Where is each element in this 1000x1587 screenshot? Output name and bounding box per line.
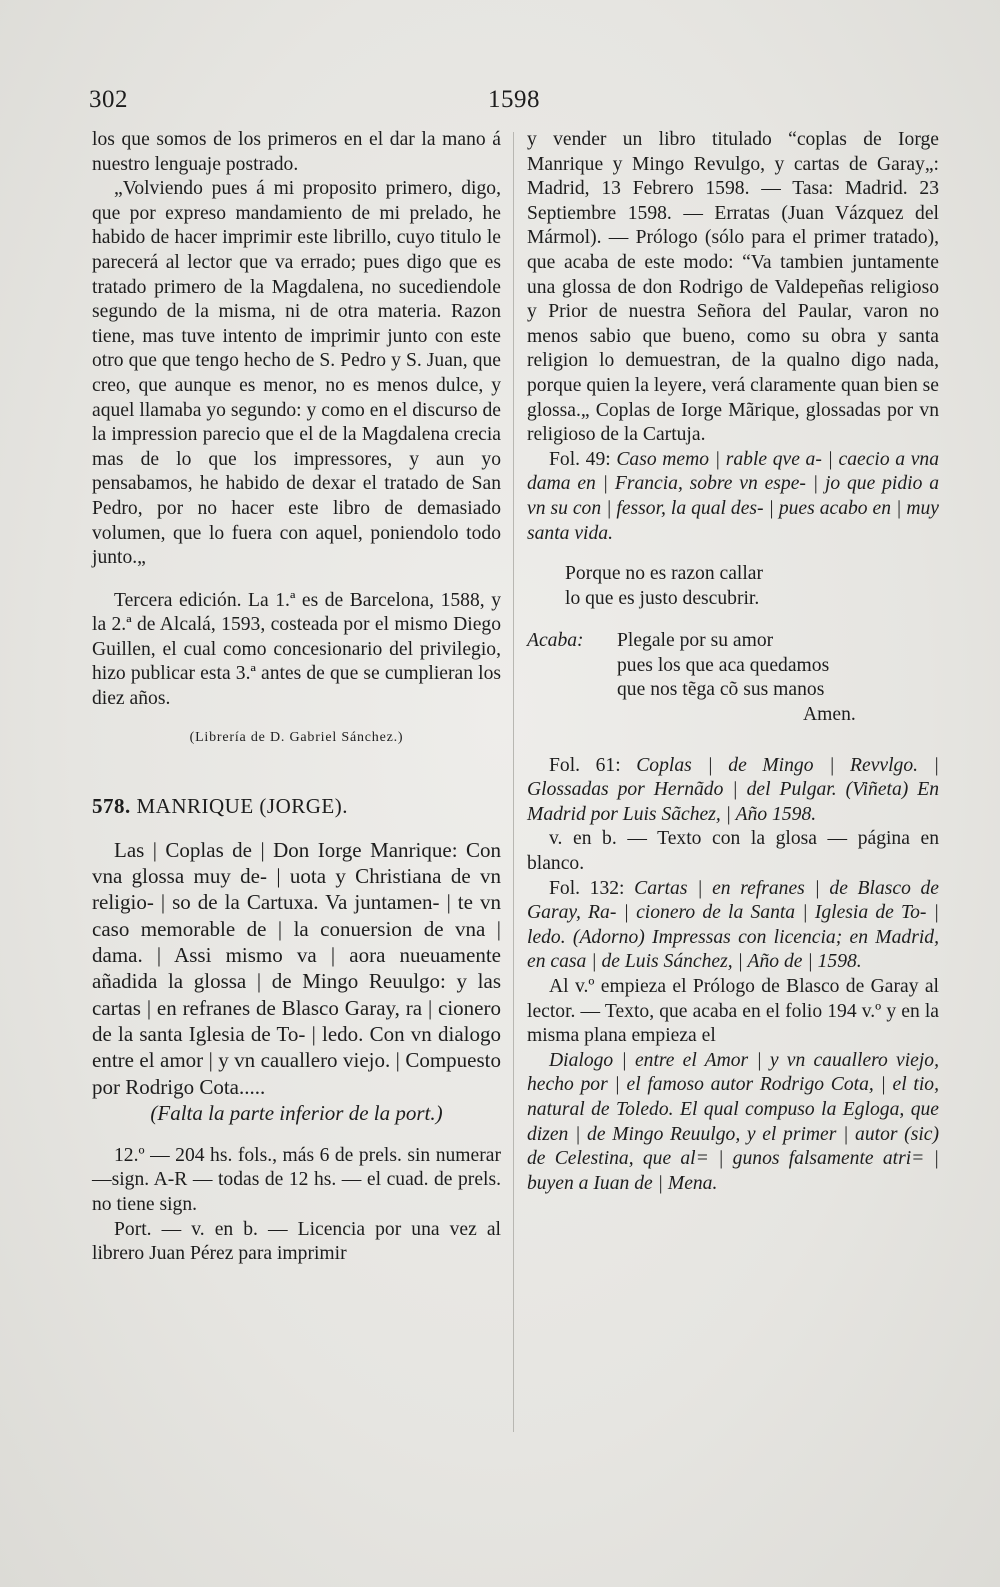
verse-line: Porque no es razon callar xyxy=(565,563,764,585)
amen-line: Amen. xyxy=(803,704,856,726)
fol-49-text: Caso memo | rable qve a- | caecio a vna dama en | Francia, sobre vn espe- | jo que pidio a vn su con | fessor, la qual des- | pues acabo en | muy santa vida. xyxy=(527,448,939,544)
missing-part-note: (Falta la parte inferior de la port.) xyxy=(150,1100,443,1125)
fol-132-text: Cartas | en refranes | de Blasco de Garay, Ra- | cionero de la Santa | Iglesia de To- | ledo. (Adorno) Impressas con licencia; en Madrid, en casa | de Luis Sánchez, | Año de | 1598. xyxy=(527,877,939,973)
page-number: 302 xyxy=(89,86,128,113)
paragraph-license-continuation: y vender un libro titulado “coplas de Iorge Manrique y Mingo Revulgo, y cartas de Garay„: Madrid, 13 Febrero 1598. — Tasa: Madrid. 23 Septiembre 1598. — Erratas (Juan Vázquez del Mármol). — Prólogo (sólo para el primer tratado), que acaba de este modo: “Va tambien juntamente una glossa de don Rodrigo de Valdepeñas religioso y Prior de nuestra Señora del Paular, varon no menos sabio que bueno, como su obra y santa religion lo demuestran, de la qualno digo nada, porque quien la leyere, verá claramente quan bien se glossa.„ Coplas de Iorge Mãrique, glossadas por vn religioso de la Cartuja. xyxy=(527,129,939,446)
acaba-line: pues los que aca quedamos xyxy=(617,654,830,676)
entry-heading xyxy=(92,794,501,819)
al-vo-note: Al v.º empieza el Prólogo de Blasco de Garay al lector. — Texto, que acaba en el folio 194 v.º y en la misma plana empieza el xyxy=(527,976,939,1047)
acaba-line: Plegale por su amor xyxy=(617,630,774,652)
acaba-line: que nos tẽga cõ sus manos xyxy=(617,679,825,701)
collation-note: 12.º — 204 hs. fols., más 6 de prels. sin numerar—sign. A-R — todas de 12 hs. — el cuad. de prels. no tiene sign. xyxy=(92,1144,501,1215)
fol-61-label: Fol. 61: xyxy=(549,754,621,776)
paragraph-continuation: los que somos de los primeros en el dar la mano á nuestro lenguaje postrado. xyxy=(92,129,501,175)
fol-49-label: Fol. 49: xyxy=(549,448,611,470)
acaba-block xyxy=(527,629,939,727)
fol-61-text: Coplas | de Mingo | Revvlgo. | Glossadas por Hernãdo | del Pulgar. (Viñeta) En Madrid por Luis Sãchez, | Año 1598. xyxy=(527,754,939,825)
fol-132-label: Fol. 132: xyxy=(549,877,625,899)
entry-title-transcription: Las | Coplas de | Don Iorge Manrique: Con vna glossa muy de- | uota y Christiana de vn religio- | so de la Cartuxa. Va juntamen- | te vn caso memorable de | la conuersion de vna | dama. | Assi mismo va | aora nueuamente añadida la glossa | de Mingo Reuulgo: y las cartas | en refranes de Blasco Garay, ra | cionero de la santa Iglesia de To- | ledo. Con vn dialogo entre el amor | y vn cauallero viejo. | Compuesto por Rodrigo Cota..... xyxy=(92,837,501,1099)
fol-49-entry xyxy=(527,448,939,546)
fol-61-note: v. en b. — Texto con la glosa — página en blanco. xyxy=(527,828,939,875)
paragraph-edition-note: Tercera edición. La 1.ª es de Barcelona, 1588, y la 2.ª de Alcalá, 1593, costeada por el mismo Diego Guillen, el cual como concesionario del privilegio, hizo publicar esta 3.ª antes de que se cumplieran los diez años. xyxy=(92,589,501,710)
column-divider xyxy=(513,132,514,1432)
acaba-label: Acaba: xyxy=(527,630,584,652)
dialogo-title: Dialogo | entre el Amor | y vn cauallero viejo, hecho por | el famoso autor Rodrigo Cota, | el tio, natural de Toledo. El qual compuso la Egloga, que dizen | de Mingo Reuulgo, y el primer | autor (sic) de Celestina, que al= | gunos falsamente atri= | buyen a Iuan de | Mena. xyxy=(527,1049,939,1194)
verse-line: lo que es justo descubrir. xyxy=(565,587,760,609)
entry-number: 578. xyxy=(92,794,131,819)
acaba-verse xyxy=(617,629,939,727)
portada-note: Port. — v. en b. — Licencia por una vez al librero Juan Pérez para imprimir xyxy=(92,1218,501,1265)
right-column xyxy=(527,128,939,1196)
left-column xyxy=(92,128,501,1267)
fol-132-entry xyxy=(527,877,939,975)
fol-61-entry xyxy=(527,754,939,828)
verse-block xyxy=(527,562,939,611)
entry-author: MANRIQUE (JORGE). xyxy=(136,794,348,819)
library-credit: (Librería de D. Gabriel Sánchez.) xyxy=(189,729,404,745)
running-year: 1598 xyxy=(488,86,540,113)
paragraph-quote: „Volviendo pues á mi proposito primero, digo, que por expreso mandamiento de mi prelado, he habido de hacer imprimir este librillo, cuyo titulo le parecerá al lector que va errado; pues digo que es tratado primero de la Magdalena, no sucediendole segundo de la misma, ni de otra materia. Razon tiene, mas tuve intento de imprimir junto con este otro que que tengo hecho de S. Pedro y S. Juan, que creo, que aunque es menor, no es menos dulce, y aquel llamaba yo segundo: y como en el discurso de la impression parecio que el de la Magdalena crecia mas de lo que los impressores, y aun yo pensabamos, he habido de dexar el tratado de San Pedro, por no hacer este libro de demasiado volumen, que lo fuera con aquel, poniendolo todo junto.„ xyxy=(92,178,501,569)
